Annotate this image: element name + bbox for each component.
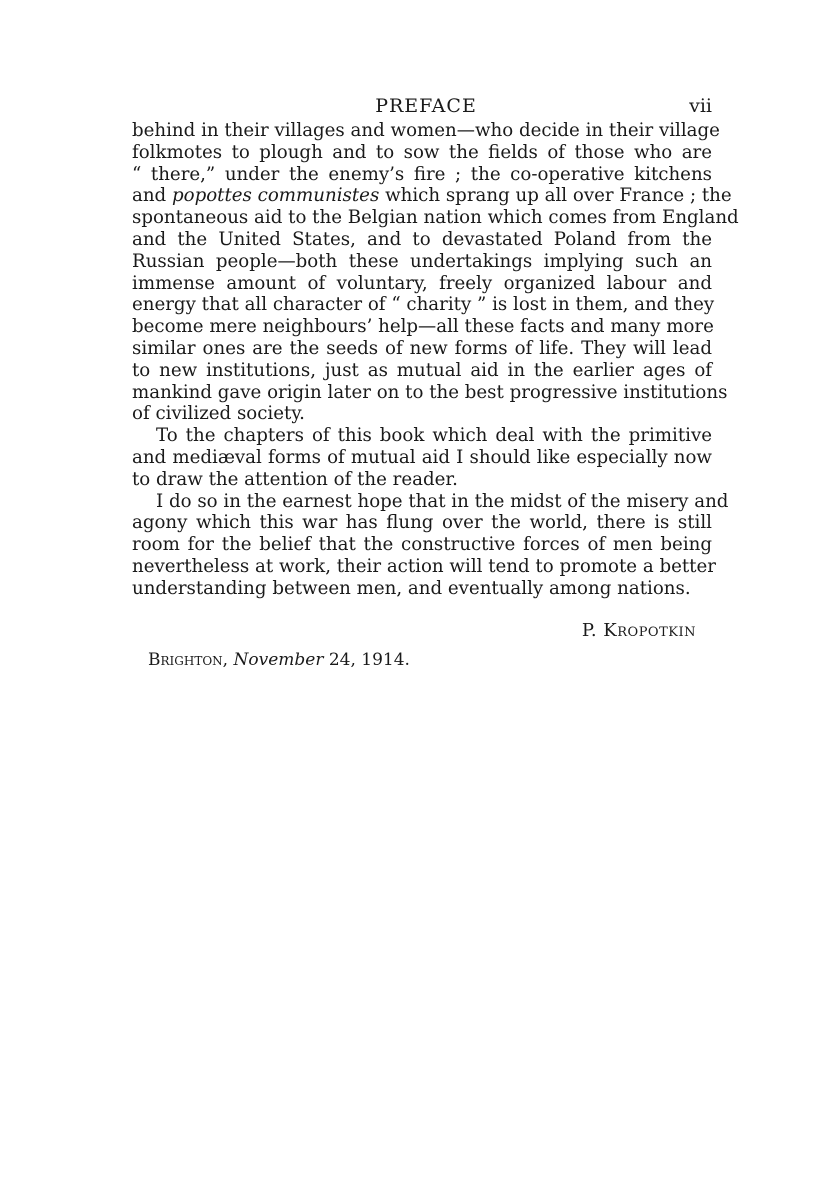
text-line: energy that all character of “ charity ” is lost in them, and they [132,294,715,316]
text-line: to draw the attention of the reader. [132,468,458,490]
text-line: agony which this war has flung over the world, there is still [132,512,712,534]
body-text [132,120,739,600]
text-line: To the chapters of this book which deal with the primitive [156,425,712,447]
book-page [132,92,739,671]
text-line: folkmotes to plough and to sow the fields of those who are [132,141,712,163]
text-line: understanding between men, and eventually among nations. [132,577,691,599]
author-surname: Kropotkin [603,619,696,641]
paragraph [132,490,729,600]
text-line: immense amount of voluntary, freely organized labour and [132,272,712,294]
text-line: and mediæval forms of mutual aid I should like especially now [132,446,712,468]
text-line: of civilized society. [132,403,305,425]
author-initial: P. [581,619,604,641]
text-line: to new institutions, just as mutual aid in the earlier ages of [132,359,712,381]
paragraph-continued [132,120,739,425]
text-line: “ there,” under the enemy’s fire ; the co-operative kitchens [132,163,712,185]
italic-phrase: popottes communistes [171,185,380,207]
text-line: Russian people—both these undertakings implying such an [132,250,712,272]
text-line: I do so in the earnest hope that in the midst of the misery and [156,490,729,512]
text-line: nevertheless at work, their action will tend to promote a better [132,555,716,577]
running-head [132,92,712,120]
text-fragment: which sprang up all over France ; the [379,185,732,207]
paragraph [132,425,712,490]
text-line: mankind gave origin later on to the best progressive institutions [132,381,728,403]
dateline [132,649,712,671]
author-signature [132,620,712,642]
text-line: spontaneous aid to the Belgian nation which comes from England [132,207,739,229]
text-fragment: and [132,185,172,207]
text-line: similar ones are the seeds of new forms of life. They will lead [132,337,712,359]
dateline-place: Brighton [148,649,223,670]
dateline-separator: , [222,649,234,670]
page-number: vii [689,95,712,117]
text-line: become mere neighbours’ help—all these facts and many more [132,316,714,338]
dateline-month: November [233,649,324,670]
text-line: behind in their villages and women—who decide in their village [132,120,720,141]
text-line: and the United States, and to devastated Poland from the [132,228,712,250]
text-line: room for the belief that the constructive forces of men being [132,534,712,556]
dateline-date: 24, 1914. [323,649,410,670]
text-line [132,185,732,207]
running-title: PREFACE [375,95,477,117]
